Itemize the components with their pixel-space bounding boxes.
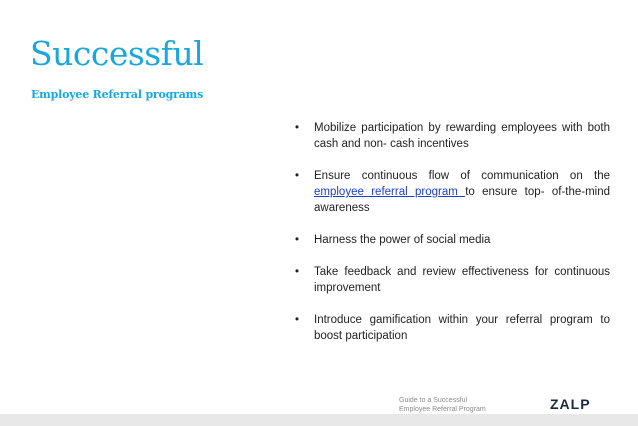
bullet-text: to ensure top- of-the-mind awareness [314, 186, 610, 214]
footer-caption [399, 396, 486, 414]
footer-line-2: Employee Referral Program [399, 406, 486, 413]
bullet-text: Harness the power of social media [314, 234, 491, 246]
bullet-dot-icon: • [295, 170, 300, 182]
slide-title: Successful [30, 34, 204, 73]
zalp-logo: ZALP [550, 396, 591, 412]
employee-referral-program-link[interactable]: employee referral program [314, 186, 466, 198]
bullet-text: Introduce gamification within your referral program to boost participation [314, 314, 610, 342]
bullet-dot-icon: • [295, 122, 300, 134]
bullet-text: Mobilize participation by rewarding employees with both cash and non- cash incentives [314, 122, 610, 150]
bullet-text: Ensure continuous flow of communication on the [314, 170, 610, 182]
bullet-text: Take feedback and review effectiveness for continuous improvement [314, 266, 610, 294]
bullet-item [292, 120, 610, 152]
bullet-item [292, 232, 610, 248]
bullet-dot-icon: • [295, 314, 300, 326]
bullet-list [292, 120, 610, 360]
footer-line-1: Guide to a Successful [399, 397, 468, 404]
bullet-dot-icon: • [295, 234, 300, 246]
footer-bar [0, 414, 638, 426]
slide-subtitle: Employee Referral programs [31, 88, 204, 101]
bullet-item [292, 312, 610, 344]
bullet-item [292, 168, 610, 216]
bullet-item [292, 264, 610, 296]
bullet-dot-icon: • [295, 266, 300, 278]
